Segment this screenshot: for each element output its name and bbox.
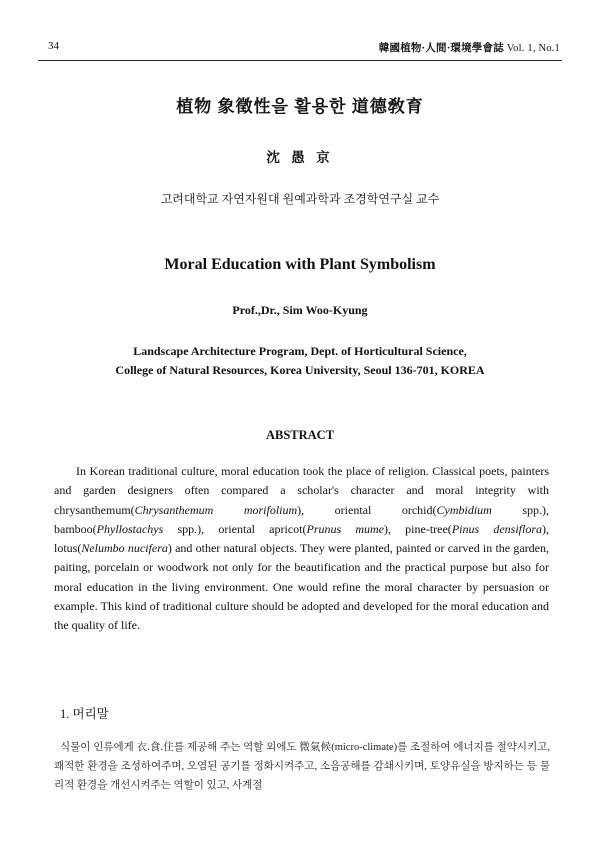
- journal-volume: Vol. 1, No.1: [506, 43, 560, 54]
- english-title: Moral Education with Plant Symbolism: [164, 256, 436, 273]
- abstract-text: ), lotus(: [54, 521, 549, 556]
- abstract-text: ), oriental orchid(: [297, 502, 437, 517]
- abstract-body: [54, 462, 549, 636]
- abstract-text: ) and other natural objects. They were planted, painted or carved in the garden, paiting, porcelain or woodwork not only for the beautification and the practical purpose but also for moral education in the living environment. One would refine the moral character by persuasion or example. This kind of traditional culture should be adopted and developed for the moral education and the quality of life.: [54, 541, 549, 633]
- scientific-name: Nelumbo nucifera: [81, 541, 168, 556]
- running-header: [48, 40, 560, 58]
- scientific-name: Cymbidium: [436, 502, 492, 517]
- section-text: 식물이 인류에게 衣.食.住를 제공해 주는 역할 외에도 微氣候(micro-climate)를 조절하여 에너지를 절약시키고, 쾌적한 환경을 조성하여주며, 오염된 공기를 정화시켜주고, 소음공해를 감쇄시키며, 토양유실을 방지하는 등 물리적 환경을 개선시켜주는 역할이 있고, 사계절: [54, 742, 550, 791]
- page-number: 34: [48, 40, 59, 52]
- abstract-text: spp.), oriental apricot(: [163, 521, 307, 536]
- scientific-name: Prunus mume: [306, 521, 384, 536]
- english-author: Prof.,Dr., Sim Woo-Kyung: [232, 303, 368, 317]
- abstract-text: spp.), bamboo(: [54, 502, 549, 536]
- abstract-text: In Korean traditional culture, moral education took the place of religion. Classical poets, painters and garden designers often compared a scholar's character and moral integrity with chrysanthemum(: [54, 464, 549, 517]
- korean-title: 植物 象徵性을 활용한 道德敎育: [176, 97, 424, 116]
- korean-author: 沈 愚 京: [266, 150, 334, 165]
- abstract-text: ), pine-tree(: [384, 521, 452, 536]
- section-heading: 1. 머리말: [60, 707, 109, 721]
- scientific-name: Phyllostachys: [96, 521, 164, 536]
- section-body: [54, 738, 550, 795]
- affiliation-line: Landscape Architecture Program, Dept. of Horticultural Science,: [133, 344, 467, 358]
- affiliation-line: College of Natural Resources, Korea University, Seoul 136-701, KOREA: [115, 363, 485, 377]
- abstract-heading: ABSTRACT: [265, 428, 335, 442]
- scientific-name: Pinus densiflora: [451, 521, 542, 536]
- english-affiliation: [0, 342, 600, 380]
- journal-name: 韓國植物·人間·環境學會誌: [378, 43, 504, 54]
- korean-affiliation: 고려대학교 자연자원대 원예과학과 조경학연구실 교수: [160, 192, 440, 206]
- scientific-name: Chrysanthemum morifolium: [134, 502, 298, 517]
- header-rule: [38, 60, 562, 61]
- journal-citation: [379, 40, 560, 55]
